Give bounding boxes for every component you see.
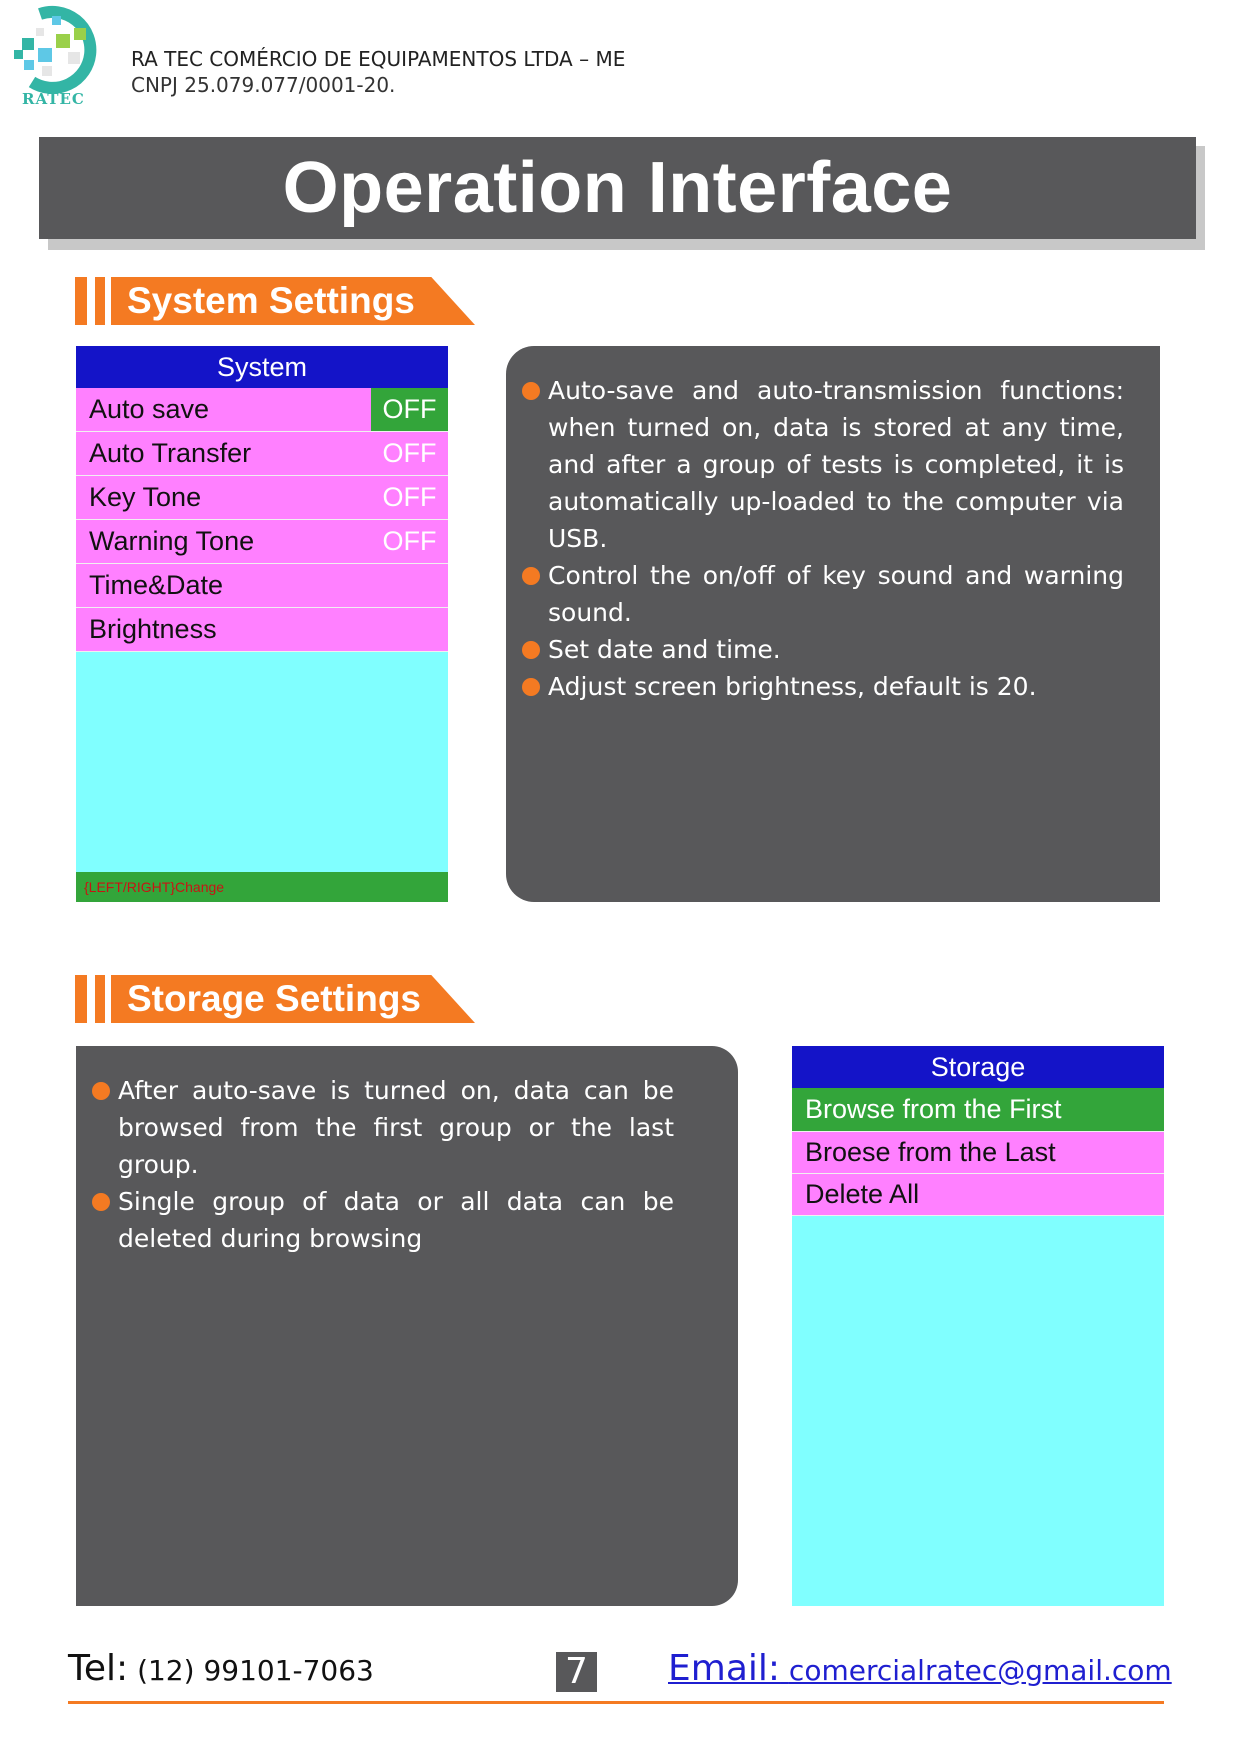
menu-row-key-tone[interactable] xyxy=(76,476,448,520)
bullet-dot-icon xyxy=(522,382,540,400)
email-label: Email: xyxy=(668,1648,781,1689)
screen-title: System xyxy=(76,346,448,388)
bullet-dot-icon xyxy=(92,1193,110,1211)
bullet-dot-icon xyxy=(92,1082,110,1100)
bullet-item xyxy=(548,557,1124,631)
logo-text: RATEC xyxy=(22,90,85,108)
section-heading-label: System Settings xyxy=(127,280,415,321)
bullet-text: Single group of data or all data can be deleted during browsing xyxy=(118,1187,674,1253)
menu-row-warning-tone[interactable] xyxy=(76,520,448,564)
storage-settings-heading xyxy=(75,975,475,1023)
section-heading-label: Storage Settings xyxy=(127,978,421,1019)
menu-row-label: Auto save xyxy=(89,394,210,424)
storage-description-panel xyxy=(76,1046,738,1606)
bullet-text: Control the on/off of key sound and warning sound. xyxy=(548,561,1124,627)
bullet-dot-icon xyxy=(522,678,540,696)
screen-hint-bar: {LEFT/RIGHT}Change xyxy=(76,872,448,902)
bullet-text: After auto-save is turned on, data can be browsed from the first group or the last group. xyxy=(118,1076,674,1179)
phone-label: Tel: xyxy=(68,1648,129,1689)
footer-divider xyxy=(68,1701,1164,1704)
toggle-value[interactable]: OFF xyxy=(382,482,437,512)
menu-row-auto-save[interactable] xyxy=(76,388,448,432)
title-banner xyxy=(39,137,1196,239)
menu-row-browse-last[interactable] xyxy=(792,1132,1164,1174)
page-title: Operation Interface xyxy=(282,148,953,228)
bullet-item xyxy=(118,1183,674,1257)
system-description-panel xyxy=(506,346,1160,902)
heading-accent-bar xyxy=(95,975,105,1023)
screen-title: Storage xyxy=(792,1046,1164,1088)
phone-number: (12) 99101-7063 xyxy=(137,1654,374,1687)
footer-email[interactable] xyxy=(668,1648,1172,1689)
heading-accent-bar xyxy=(75,277,87,325)
bullet-item xyxy=(548,372,1124,557)
company-name: RA TEC COMÉRCIO DE EQUIPAMENTOS LTDA – ME xyxy=(131,47,626,71)
menu-row-label: Warning Tone xyxy=(89,526,255,556)
menu-row-label: Auto Transfer xyxy=(89,438,252,468)
menu-row-label: Time&Date xyxy=(89,570,224,600)
menu-row-time-date[interactable] xyxy=(76,564,448,608)
bullet-item xyxy=(548,668,1124,705)
toggle-value[interactable]: OFF xyxy=(371,388,448,431)
email-link[interactable]: comercialratec@gmail.com xyxy=(788,1654,1172,1687)
footer-phone xyxy=(68,1648,374,1689)
bullet-dot-icon xyxy=(522,567,540,585)
company-cnpj: CNPJ 25.079.077/0001-20. xyxy=(131,73,396,97)
bullet-item xyxy=(548,631,1124,668)
menu-row-label: Key Tone xyxy=(89,482,202,512)
menu-row-brightness[interactable] xyxy=(76,608,448,652)
menu-row-label: Delete All xyxy=(805,1179,920,1209)
menu-row-label: Browse from the First xyxy=(805,1094,1062,1124)
menu-row-label: Brightness xyxy=(89,614,217,644)
toggle-value[interactable]: OFF xyxy=(382,438,437,468)
menu-row-auto-transfer[interactable] xyxy=(76,432,448,476)
storage-screen xyxy=(792,1046,1164,1606)
menu-row-delete-all[interactable] xyxy=(792,1174,1164,1216)
bullet-text: Auto-save and auto-transmission functions: when turned on, data is stored at any time, and after a group of tests is completed, it is automatically up-loaded to the computer via USB. xyxy=(548,376,1124,553)
page-number: 7 xyxy=(556,1652,597,1692)
toggle-value[interactable]: OFF xyxy=(382,526,437,556)
heading-accent-bar xyxy=(95,277,105,325)
storage-bullet-list xyxy=(118,1072,674,1257)
company-info xyxy=(131,46,625,98)
menu-row-browse-first[interactable] xyxy=(792,1088,1164,1132)
logo-mark-icon xyxy=(12,4,102,94)
bullet-text: Adjust screen brightness, default is 20. xyxy=(548,672,1037,701)
bullet-item xyxy=(118,1072,674,1183)
menu-row-label: Broese from the Last xyxy=(805,1137,1056,1167)
system-settings-heading xyxy=(75,277,475,325)
bullet-text: Set date and time. xyxy=(548,635,781,664)
system-bullet-list xyxy=(548,372,1124,705)
system-screen xyxy=(76,346,448,902)
bullet-dot-icon xyxy=(522,641,540,659)
heading-accent-bar xyxy=(75,975,87,1023)
